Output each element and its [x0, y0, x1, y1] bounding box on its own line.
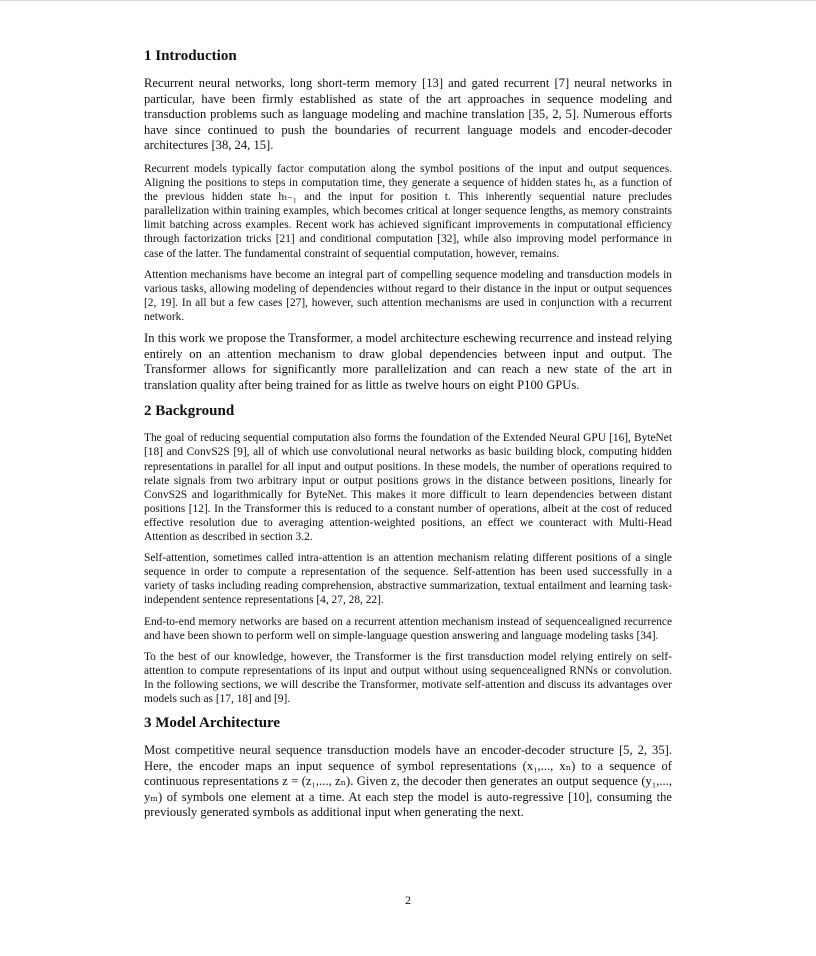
- section-heading-background: 2 Background: [144, 403, 235, 420]
- background-paragraph-4: To the best of our knowledge, however, the Transformer is the first transduction model relying entirely on self-attention to compute representations of its input and output without using sequencealigned RNNs or convolution. In the following sections, we will describe the Transformer, motivate self-attention and discuss its advantages over models such as [17, 18] and [9].: [144, 650, 672, 705]
- page-number: 2: [405, 893, 411, 907]
- intro-paragraph-1: Recurrent neural networks, long short-term memory [13] and gated recurrent [7] neural networks in particular, have been firmly established as state of the art approaches in sequence modeling and transduction problems such as language modeling and machine translation [35, 2, 5]. Numerous efforts have since continued to push the boundaries of recurrent language models and encoder-decoder architectures [38, 24, 15].: [144, 76, 672, 153]
- section-heading-introduction: 1 Introduction: [144, 48, 237, 64]
- intro-paragraph-3: Attention mechanisms have become an integral part of compelling sequence modeling and transduction models in various tasks, allowing modeling of dependencies without regard to their distance in the input or output sequences [2, 19]. In all but a few cases [27], however, such attention mechanisms are used in conjunction with a recurrent network.: [144, 268, 672, 323]
- model-architecture-paragraph-1: Most competitive neural sequence transduction models have an encoder-decoder structure [5, 2, 35]. Here, the encoder maps an input sequence of symbol representations (x₁,..., xₙ) to a sequence of continuous representations z = (z₁,..., zₙ). Given z, the decoder then generates an output sequence (y₁,..., yₘ) of symbols one element at a time. At each step the model is auto-regressive [10], consuming the previously generated symbols as additional input when generating the next.: [144, 743, 672, 820]
- paper-page: [144, 46, 672, 829]
- page-top-border: [0, 0, 816, 1]
- background-paragraph-2: Self-attention, sometimes called intra-attention is an attention mechanism relating different positions of a single sequence in order to compute a representation of the sequence. Self-attention has been used successfully in a variety of tasks including reading comprehension, abstractive summarization, textual entailment and learning task-independent sentence representations [4, 27, 28, 22].: [144, 552, 672, 607]
- section-heading-model-architecture: 3 Model Architecture: [144, 715, 281, 732]
- background-paragraph-1: The goal of reducing sequential computation also forms the foundation of the Extended Neural GPU [16], ByteNet [18] and ConvS2S [9], all of which use convolutional neural networks as basic building block, computing hidden representations in parallel for all input and output positions. In these models, the number of operations required to relate signals from two arbitrary input or output positions grows in the distance between positions, linearly for ConvS2S and logarithmically for ByteNet. This makes it more difficult to learn dependencies between distant positions [12]. In the Transformer this is reduced to a constant number of operations, albeit at the cost of reduced effective resolution due to averaging attention-weighted positions, an effect we counteract with Multi-Head Attention as described in section 3.2.: [144, 432, 672, 544]
- intro-paragraph-4: In this work we propose the Transformer, a model architecture eschewing recurrence and instead relying entirely on an attention mechanism to draw global dependencies between input and output. The Transformer allows for significantly more parallelization and can reach a new state of the art in translation quality after being trained for as little as twelve hours on eight P100 GPUs.: [144, 331, 672, 392]
- intro-paragraph-2: Recurrent models typically factor computation along the symbol positions of the input and output sequences. Aligning the positions to steps in computation time, they generate a sequence of hidden states hₜ, as a function of the previous hidden state hₜ₋₁ and the input for position t. This inherently sequential nature precludes parallelization within training examples, which becomes critical at longer sequence lengths, as memory constraints limit batching across examples. Recent work has achieved significant improvements in computational efficiency through factorization tricks [21] and conditional computation [32], while also improving model performance in case of the latter. The fundamental constraint of sequential computation, however, remains.: [144, 162, 672, 260]
- background-paragraph-3: End-to-end memory networks are based on a recurrent attention mechanism instead of sequencealigned recurrence and have been shown to perform well on simple-language question answering and language modeling tasks [34].: [144, 615, 672, 642]
